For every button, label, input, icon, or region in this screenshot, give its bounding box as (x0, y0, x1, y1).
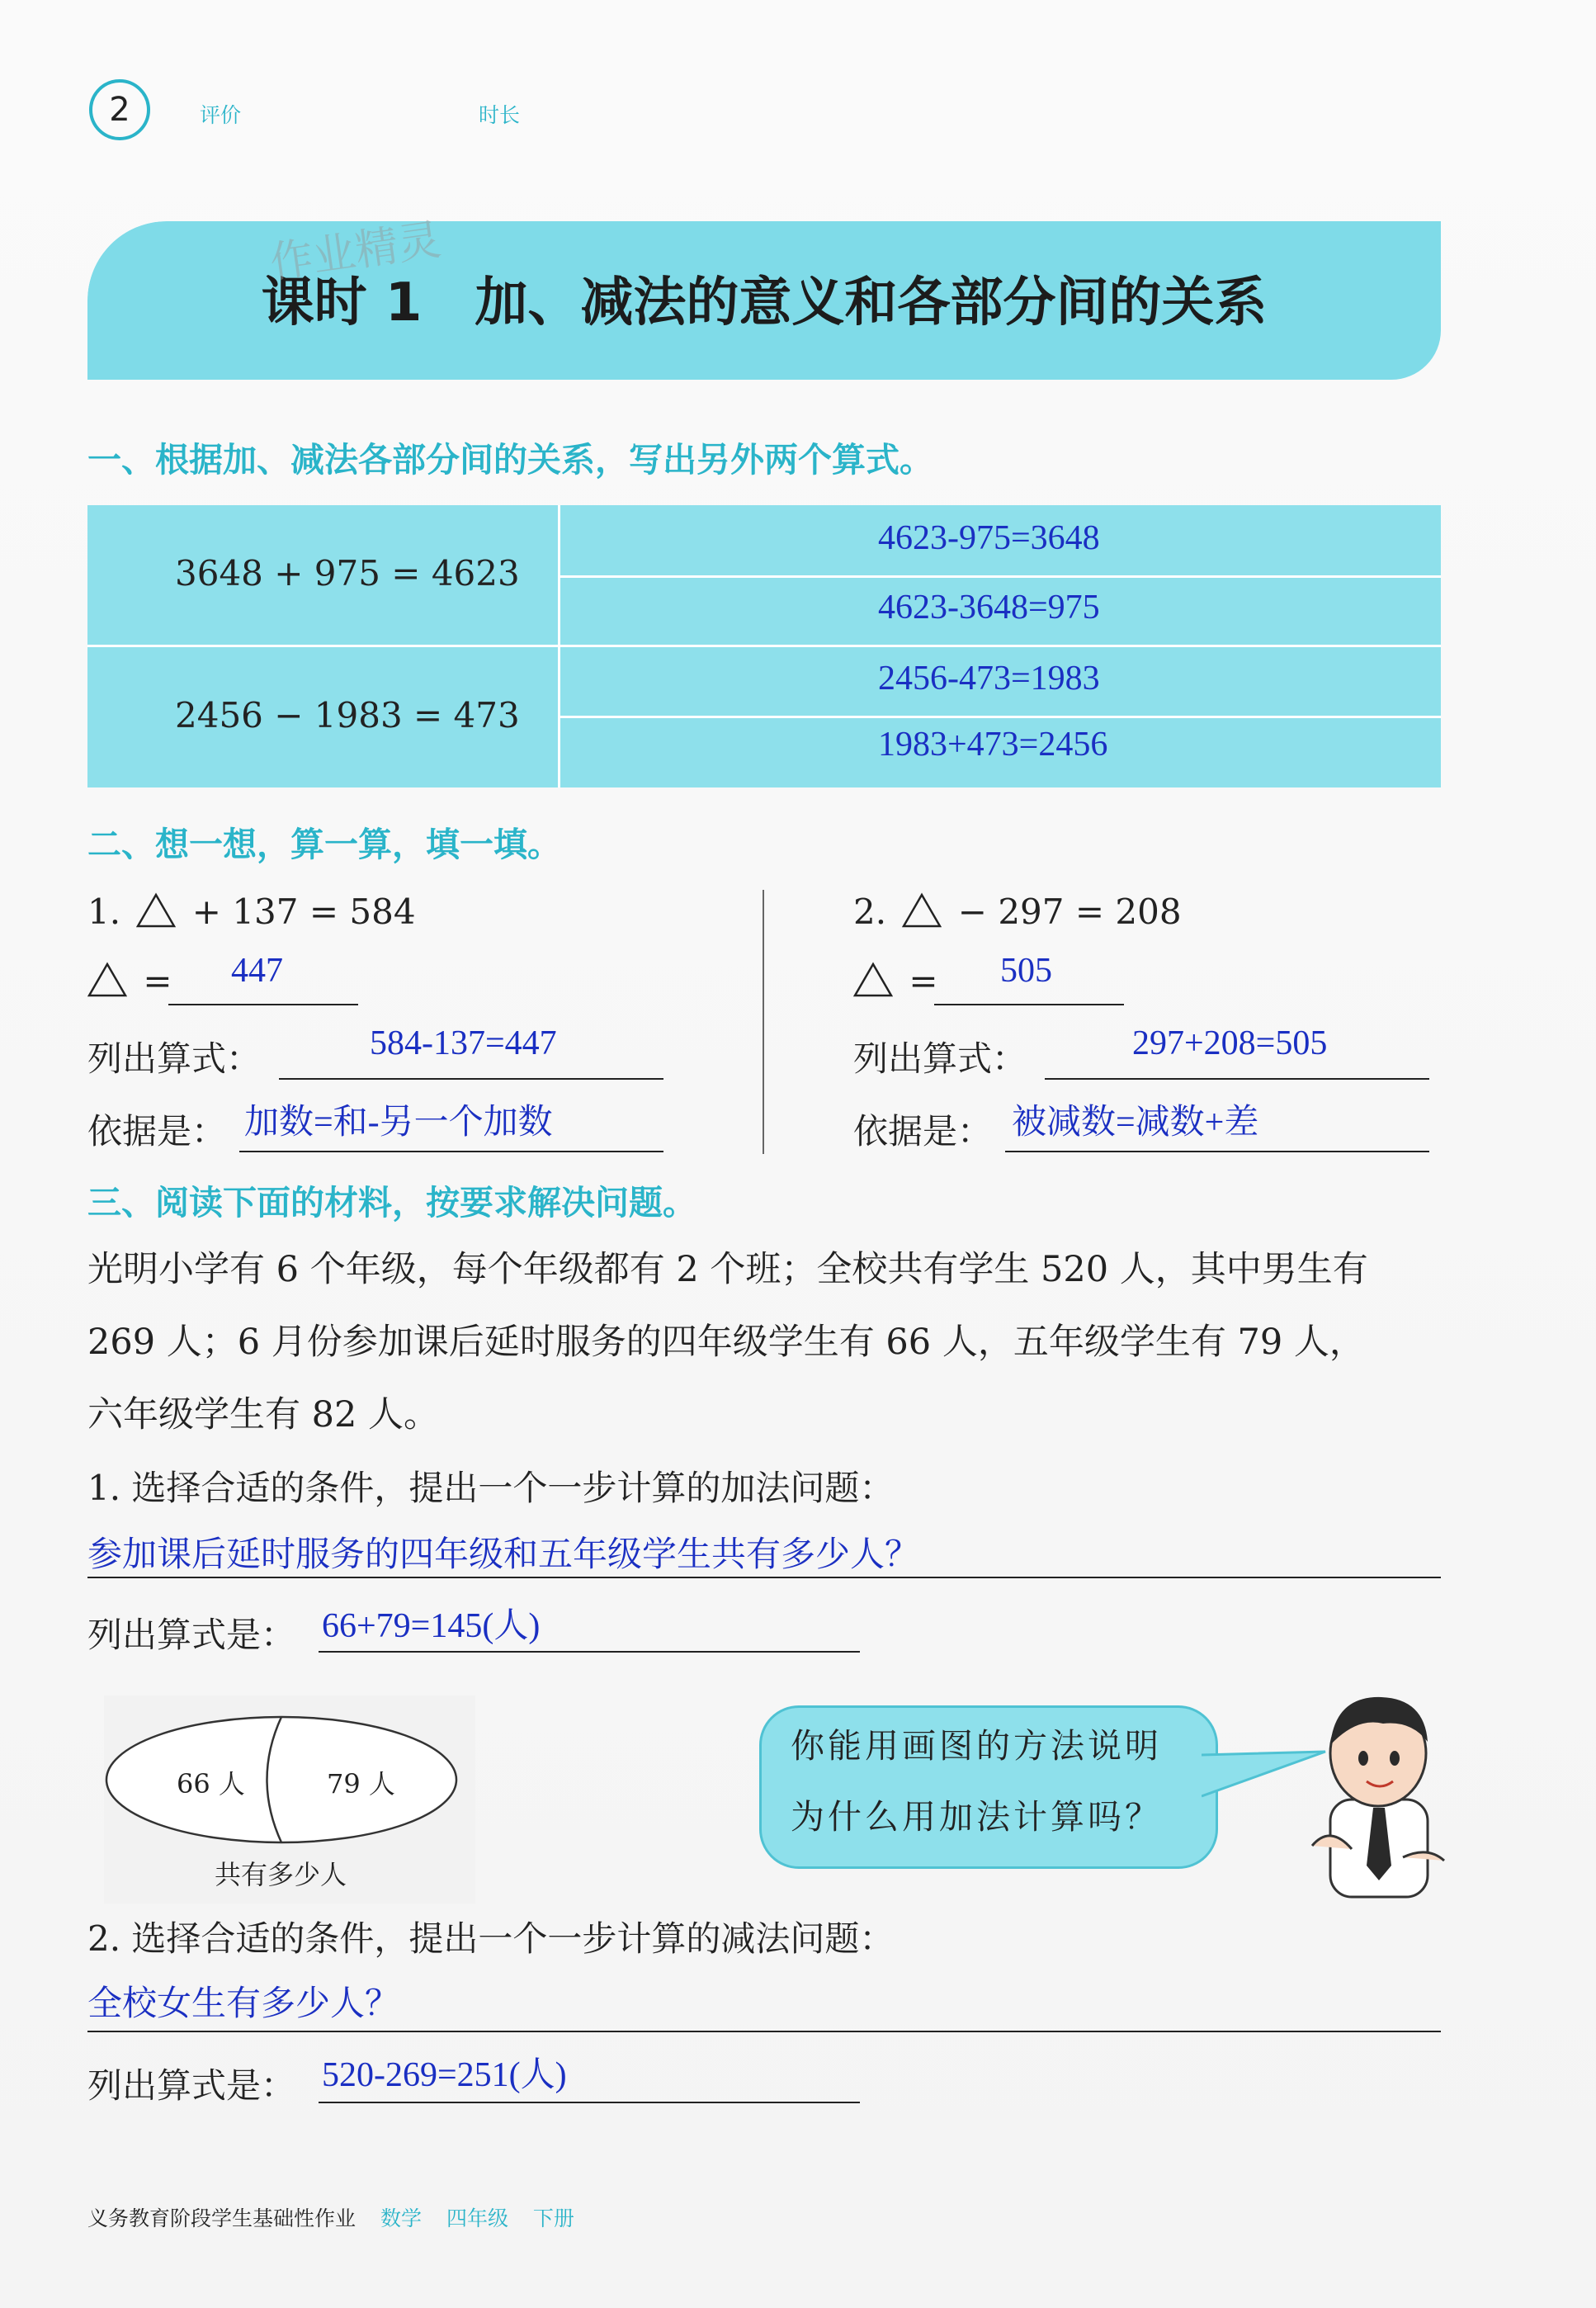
given-equation: 3648 + 975 = 4623 (175, 553, 520, 594)
s2-q1-line (87, 892, 416, 932)
s2-q2-result-line (853, 961, 938, 1001)
triangle-icon (136, 892, 176, 929)
reading-material (87, 1233, 1441, 1451)
basis-label: 依据是： (87, 1111, 227, 1152)
answer-value: 505 (1000, 952, 1052, 990)
lesson-title: 课时 1 加、减法的意义和各部分间的关系 (261, 272, 1268, 333)
answer-equation: 4623-3648=975 (878, 589, 1100, 627)
equals-sign: = (143, 961, 172, 1001)
equals-sign: = (909, 961, 938, 1001)
material-line: 269 人；6 月份参加课后延时服务的四年级学生有 66 人，五年级学生有 79 人， (87, 1322, 1365, 1363)
material-line: 六年级学生有 82 人。 (87, 1394, 440, 1435)
formula-label: 列出算式是： (87, 2065, 296, 2106)
boy-illustration (1287, 1684, 1461, 1899)
basis-answer: 被减数=减数+差 (1012, 1104, 1259, 1142)
section3-heading: 三、阅读下面的材料，按要求解决问题。 (87, 1183, 696, 1223)
s3-q2-answer: 全校女生有多少人？ (87, 1985, 400, 2023)
s3-q1-formula: 66+79=145(人) (322, 1607, 541, 1645)
eval-label: 评价 (200, 103, 242, 127)
answer-equation: 2456-473=1983 (878, 660, 1100, 698)
s3-q2-formula: 520-269=251(人) (322, 2056, 567, 2094)
answer-equation: 4623-975=3648 (878, 519, 1100, 557)
s2-q2-line (853, 892, 1182, 932)
column-divider (763, 890, 764, 1154)
footer-series: 义务教育阶段学生基础性作业 (87, 2206, 357, 2230)
formula-label: 列出算式： (853, 1038, 1027, 1079)
formula-label: 列出算式是： (87, 1615, 296, 1655)
diagram-right-label: 79 人 (327, 1768, 395, 1800)
answer-value: 447 (231, 952, 283, 990)
s3-q2-prompt: 2. 选择合适的条件，提出一个一步计算的减法问题： (87, 1918, 895, 1959)
bubble-line: 为什么用加法计算吗？ (791, 1797, 1162, 1837)
equation-text: + 137 = 584 (191, 892, 416, 932)
basis-label: 依据是： (853, 1111, 993, 1152)
section2-heading: 二、想一想，算一算，填一填。 (87, 825, 561, 864)
equation-text: − 297 = 208 (957, 892, 1182, 932)
diagram-caption: 共有多少人 (215, 1859, 347, 1890)
formula-label: 列出算式： (87, 1038, 262, 1079)
table-cell-divider (558, 716, 1441, 718)
bubble-line: 你能用画图的方法说明 (791, 1726, 1162, 1766)
page-number: 2 (89, 79, 150, 140)
duration-label: 时长 (479, 103, 521, 127)
table-row-divider (87, 645, 1441, 647)
formula-answer: 297+208=505 (1132, 1024, 1328, 1062)
material-line: 光明小学有 6 个年级，每个年级都有 2 个班；全校共有学生 520 人，其中男生有 (87, 1249, 1368, 1290)
footer (87, 2202, 574, 2232)
ellipse-diagram (104, 1700, 475, 1849)
triangle-icon (902, 892, 942, 929)
formula-answer: 584-137=447 (370, 1024, 557, 1062)
table-cell-divider (558, 575, 1441, 578)
s3-q1-prompt: 1. 选择合适的条件，提出一个一步计算的加法问题： (87, 1468, 895, 1508)
triangle-icon (87, 962, 127, 998)
s2-q1-result-line (87, 961, 172, 1001)
triangle-icon (853, 962, 893, 998)
question-number: 1. (87, 892, 121, 932)
given-equation: 2456 − 1983 = 473 (175, 695, 520, 735)
watermark: 作业精灵 (267, 215, 444, 289)
diagram-left-label: 66 人 (177, 1768, 245, 1800)
basis-answer: 加数=和-另一个加数 (244, 1104, 553, 1142)
answer-equation: 1983+473=2456 (878, 726, 1108, 764)
footer-volume: 下册 (532, 2206, 574, 2230)
section1-heading: 一、根据加、减法各部分间的关系，写出另外两个算式。 (87, 440, 933, 480)
question-number: 2. (853, 892, 887, 932)
s3-q1-answer: 参加课后延时服务的四年级和五年级学生共有多少人？ (87, 1536, 920, 1574)
footer-grade: 四年级 (446, 2206, 508, 2230)
footer-subject: 数学 (380, 2206, 422, 2230)
